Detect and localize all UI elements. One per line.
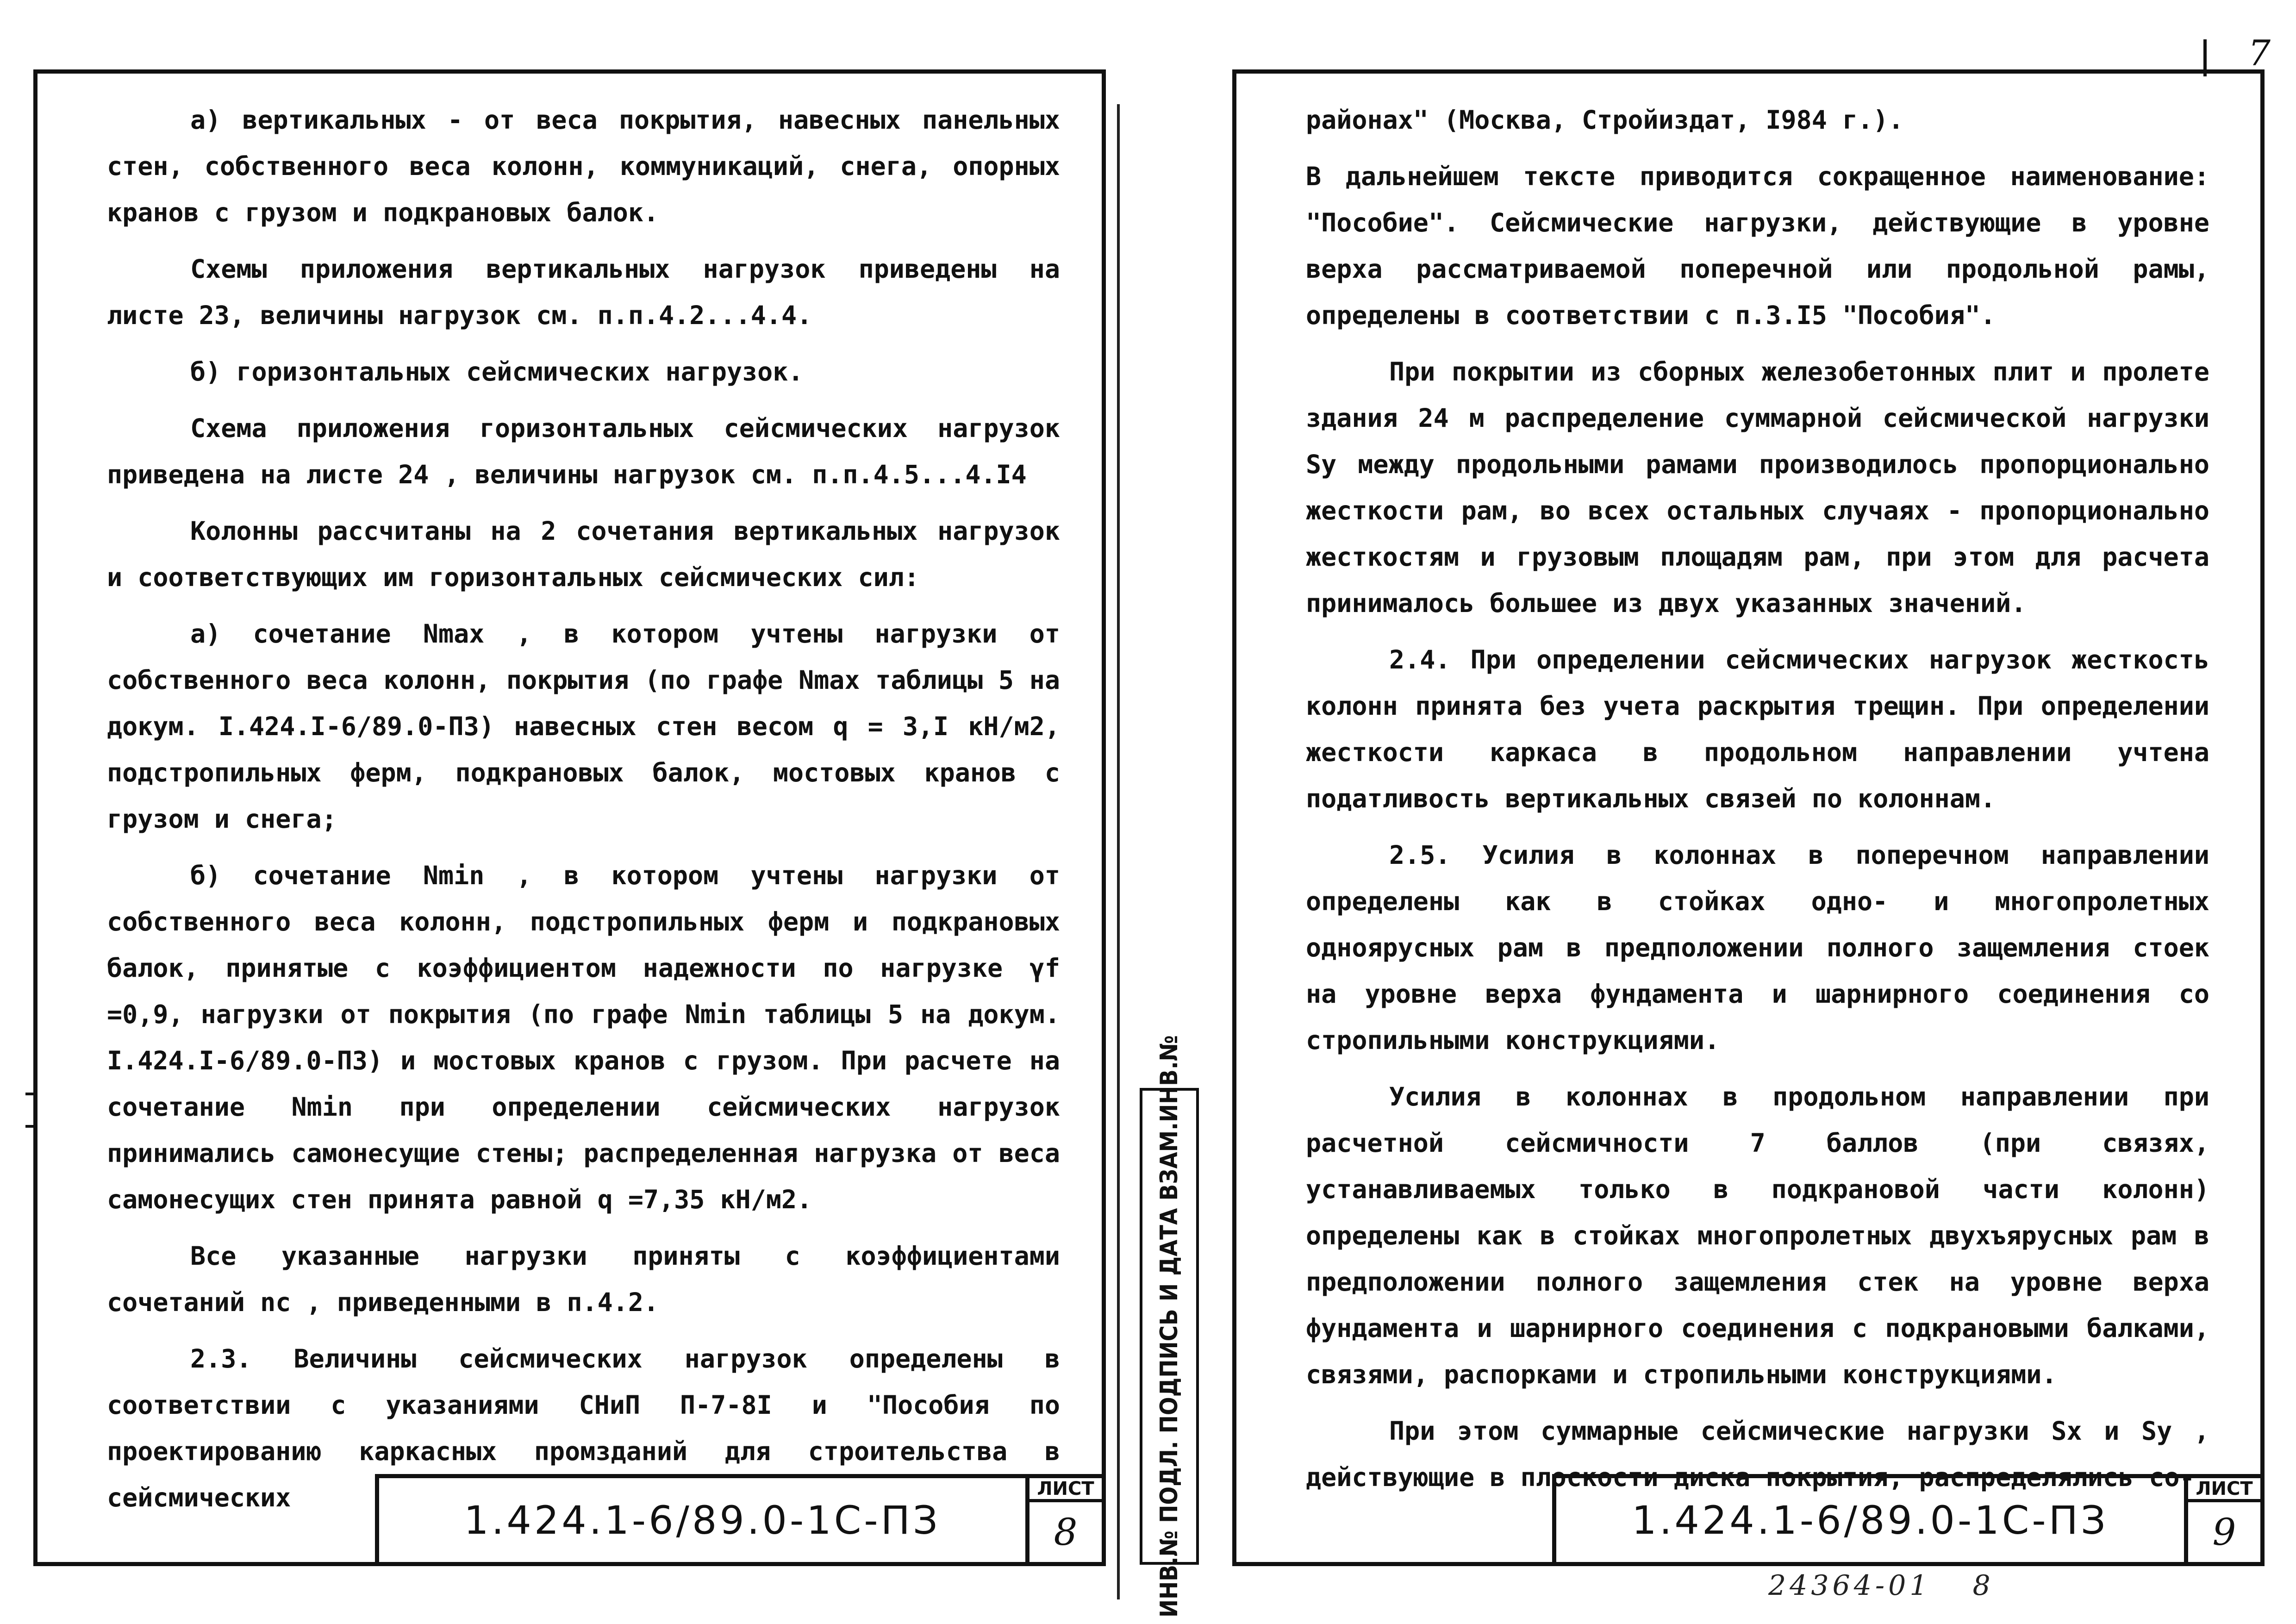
side-stamp-text: ИНВ.№ ПОДЛ. ПОДПИСЬ И ДАТА ВЗАМ.ИНВ.№ [1155,1035,1183,1618]
right-text-block [1306,97,2209,1511]
right-paragraph: При покрытии из сборных железобетонных плит и пролете здания 24 м распределение суммарной сейсмической нагрузки Sy между продольными рамами производилось пропорционально жесткости рам, во всех остальных случаях - пропорционально жесткостям и грузовым площадям рам, при этом для расчета принималось большее из двух указанных значений. [1306,357,2209,618]
archive-code: 24364-01 [1768,1569,1931,1602]
right-sheet-number: 9 [2212,1511,2236,1554]
right-title-block [1552,1474,2260,1562]
left-document-code: 1.424.1-6/89.0-1С-ПЗ [464,1497,941,1543]
right-paragraph: 2.5. Усилия в колоннах в поперечном направлении определены как в стойках одно- и многопролетных одноярусных рам в предположении полного защемления стоек на уровне верха фундамента и шарнирного соединения со стропильными конструкциями. [1306,840,2209,1055]
left-paragraph: а) вертикальных - от веса покрытия, навесных панельных стен, собственного веса колонн, коммуникаций, снега, опорных кранов с грузом и подкрановых балок. [107,105,1060,227]
left-text-block [107,97,1060,1531]
corner-page-number: 7 [2248,32,2271,74]
right-document-code: 1.424.1-6/89.0-1С-ПЗ [1632,1497,2109,1543]
right-paragraph: При этом суммарные сейсмические нагрузки Sx и Sy , действующие в плоскости диска покрытия, распределялись со- [1306,1416,2209,1492]
left-paragraph: Колонны рассчитаны на 2 сочетания вертикальных нагрузок и соответствующих им горизонтальных сейсмических сил: [107,516,1060,592]
left-paragraph: а) сочетание Nmax , в котором учтены нагрузки от собственного веса колонн, покрытия (по графе Nmax таблицы 5 на докум. I.424.I-6/89.0-ПЗ) навесных стен весом q = 3,I кН/м2, подстропильных ферм, подкрановых балок, мостовых кранов с грузом и снега; [107,619,1060,834]
page-fold-line [1117,104,1120,1599]
left-paragraph: Все указанные нагрузки приняты с коэффициентами сочетаний nc , приведенными в п.4.2. [107,1241,1060,1317]
right-paragraph: районах" (Москва, Стройиздат, I984 г.). [1306,105,1904,135]
left-paragraph: б) сочетание Nmin , в котором учтены нагрузки от собственного веса колонн, подстропильных ферм и подкрановых балок, принятые с коэффициентом надежности по нагрузке γf =0,9, нагрузки от покрытия (по графе Nmin таблицы 5 на докум. I.424.I-6/89.0-ПЗ) и мостовых кранов с грузом. При расчете на сочетание Nmin при определении сейсмических нагрузок принимались самонесущие стены; распределенная нагрузка от веса самонесущих стен принята равной q =7,35 кН/м2. [107,861,1060,1214]
right-paragraph: Усилия в колоннах в продольном направлении при расчетной сейсмичности 7 баллов (при связях, устанавливаемых только в подкрановой части колонн) определены как в стойках многопролетных двухъярусных рам в предположении полного защемления стек на уровне верха фундамента и шарнирного соединения с подкрановыми балками, связями, распорками и стропильными конструкциями. [1306,1082,2209,1389]
right-sheet-cell [2184,1478,2260,1562]
right-sheet-label: ЛИСТ [2188,1478,2260,1502]
right-paragraph: В дальнейшем тексте приводится сокращенное наименование: "Пособие". Сейсмические нагрузки, действующие в уровне верха рассматриваемой поперечной или продольной рамы, определены в соответствии с п.3.I5 "Пособия". [1306,162,2209,330]
left-sheet-cell [1025,1478,1102,1562]
bottom-archive-code [1768,1569,1994,1602]
left-sheet-label: ЛИСТ [1029,1478,1102,1502]
side-stamp-box [1140,1035,1199,1618]
left-paragraph: 2.3. Величины сейсмических нагрузок определены в соответствии с указаниями СНиП П-7-8I и "Пособия по проектированию каркасных промзданий для строительства в сейсмических [107,1344,1060,1512]
left-paragraph: Схемы приложения вертикальных нагрузок приведены на листе 23, величины нагрузок см. п.п.4.2...4.4. [107,254,1060,330]
right-paragraph: 2.4. При определении сейсмических нагрузок жесткость колонн принята без учета раскрытия трещин. При определении жесткости каркаса в продольном направлении учтена податливость вертикальных связей по колоннам. [1306,645,2209,813]
archive-number: 8 [1972,1569,1994,1602]
left-title-block [375,1474,1102,1562]
right-sheet [1232,69,2265,1566]
left-sheet-number: 8 [1054,1511,1078,1554]
left-sheet [33,69,1106,1566]
left-paragraph: б) горизонтальных сейсмических нагрузок. [190,357,804,387]
margin-tick [25,1125,37,1128]
left-paragraph: Схема приложения горизонтальных сейсмических нагрузок приведена на листе 24 , величины нагрузок см. п.п.4.5...4.I4 [107,413,1060,489]
margin-tick [25,1093,37,1095]
